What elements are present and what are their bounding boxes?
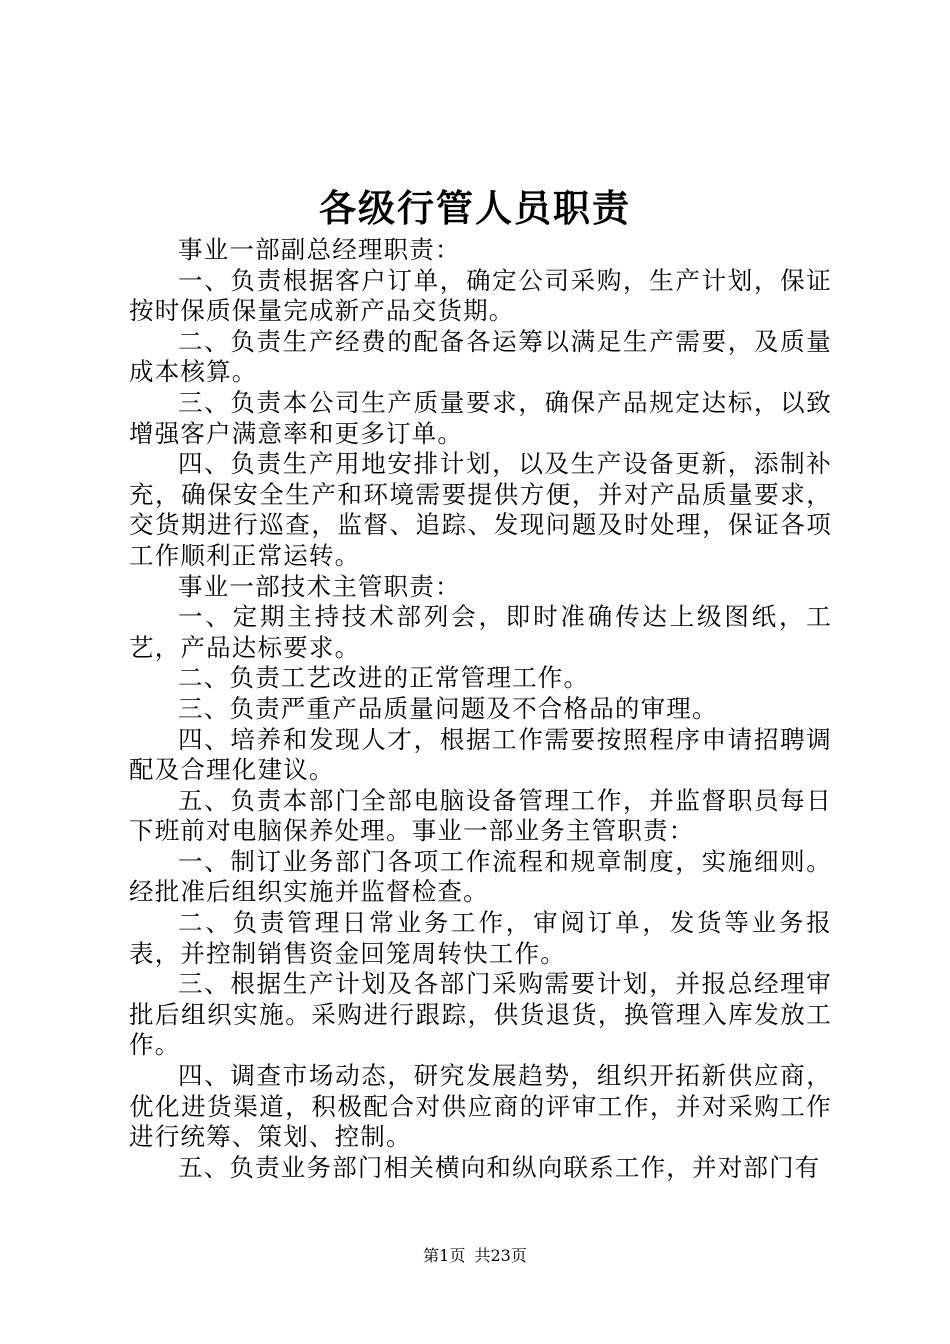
paragraph: 四、培养和发现人才，根据工作需要按照程序申请招聘调配及合理化建议。 bbox=[129, 724, 832, 785]
paragraph: 事业一部副总经理职责： bbox=[178, 235, 461, 264]
paragraph: 五、负责业务部门相关横向和纵向联系工作，并对部门有 bbox=[178, 1152, 821, 1182]
paragraph: 二、负责生产经费的配备各运筹以满足生产需要，及质量成本核算。 bbox=[129, 326, 832, 387]
paragraph: 二、负责工艺改进的正常管理工作。 bbox=[178, 663, 590, 693]
paragraph: 事业一部技术主管职责： bbox=[178, 571, 461, 601]
page-number: 第1页 bbox=[423, 1246, 466, 1265]
paragraph: 三、负责本公司生产质量要求，确保产品规定达标，以致增强客户满意率和更多订单。 bbox=[129, 387, 832, 448]
paragraph: 四、调查市场动态，研究发展趋势，组织开拓新供应商，优化进货渠道，积极配合对供应商的评审工作，并对采购工作进行统筹、策划、控制。 bbox=[129, 1061, 832, 1152]
paragraph: 三、根据生产计划及各部门采购需要计划，并报总经理审批后组织实施。采购进行跟踪，供货退货，换管理入库发放工作。 bbox=[129, 969, 832, 1060]
document-title: 各级行管人员职责 bbox=[319, 186, 631, 230]
paragraph: 五、负责本部门全部电脑设备管理工作，并监督职员每日下班前对电脑保养处理。事业一部业务主管职责： bbox=[129, 785, 832, 846]
document-body bbox=[129, 235, 832, 1183]
paragraph: 二、负责管理日常业务工作，审阅订单，发货等业务报表，并控制销售资金回笼周转快工作。 bbox=[129, 908, 832, 968]
paragraph: 四、负责生产用地安排计划，以及生产设备更新，添制补充，确保安全生产和环境需要提供方便，并对产品质量要求，交货期进行巡查，监督、追踪、发现问题及时处理，保证各项工作顺利正常运转。 bbox=[129, 449, 832, 570]
page-total: 共23页 bbox=[474, 1246, 527, 1265]
paragraph: 一、制订业务部门各项工作流程和规章制度，实施细则。经批准后组织实施并监督检查。 bbox=[129, 846, 832, 907]
paragraph: 一、负责根据客户订单，确定公司采购，生产计划，保证按时保质保量完成新产品交货期。 bbox=[129, 265, 832, 326]
page-footer bbox=[0, 1245, 950, 1267]
paragraph: 一、定期主持技术部列会，即时准确传达上级图纸，工艺，产品达标要求。 bbox=[129, 602, 832, 662]
paragraph: 三、负责严重产品质量问题及不合格品的审理。 bbox=[178, 693, 718, 723]
